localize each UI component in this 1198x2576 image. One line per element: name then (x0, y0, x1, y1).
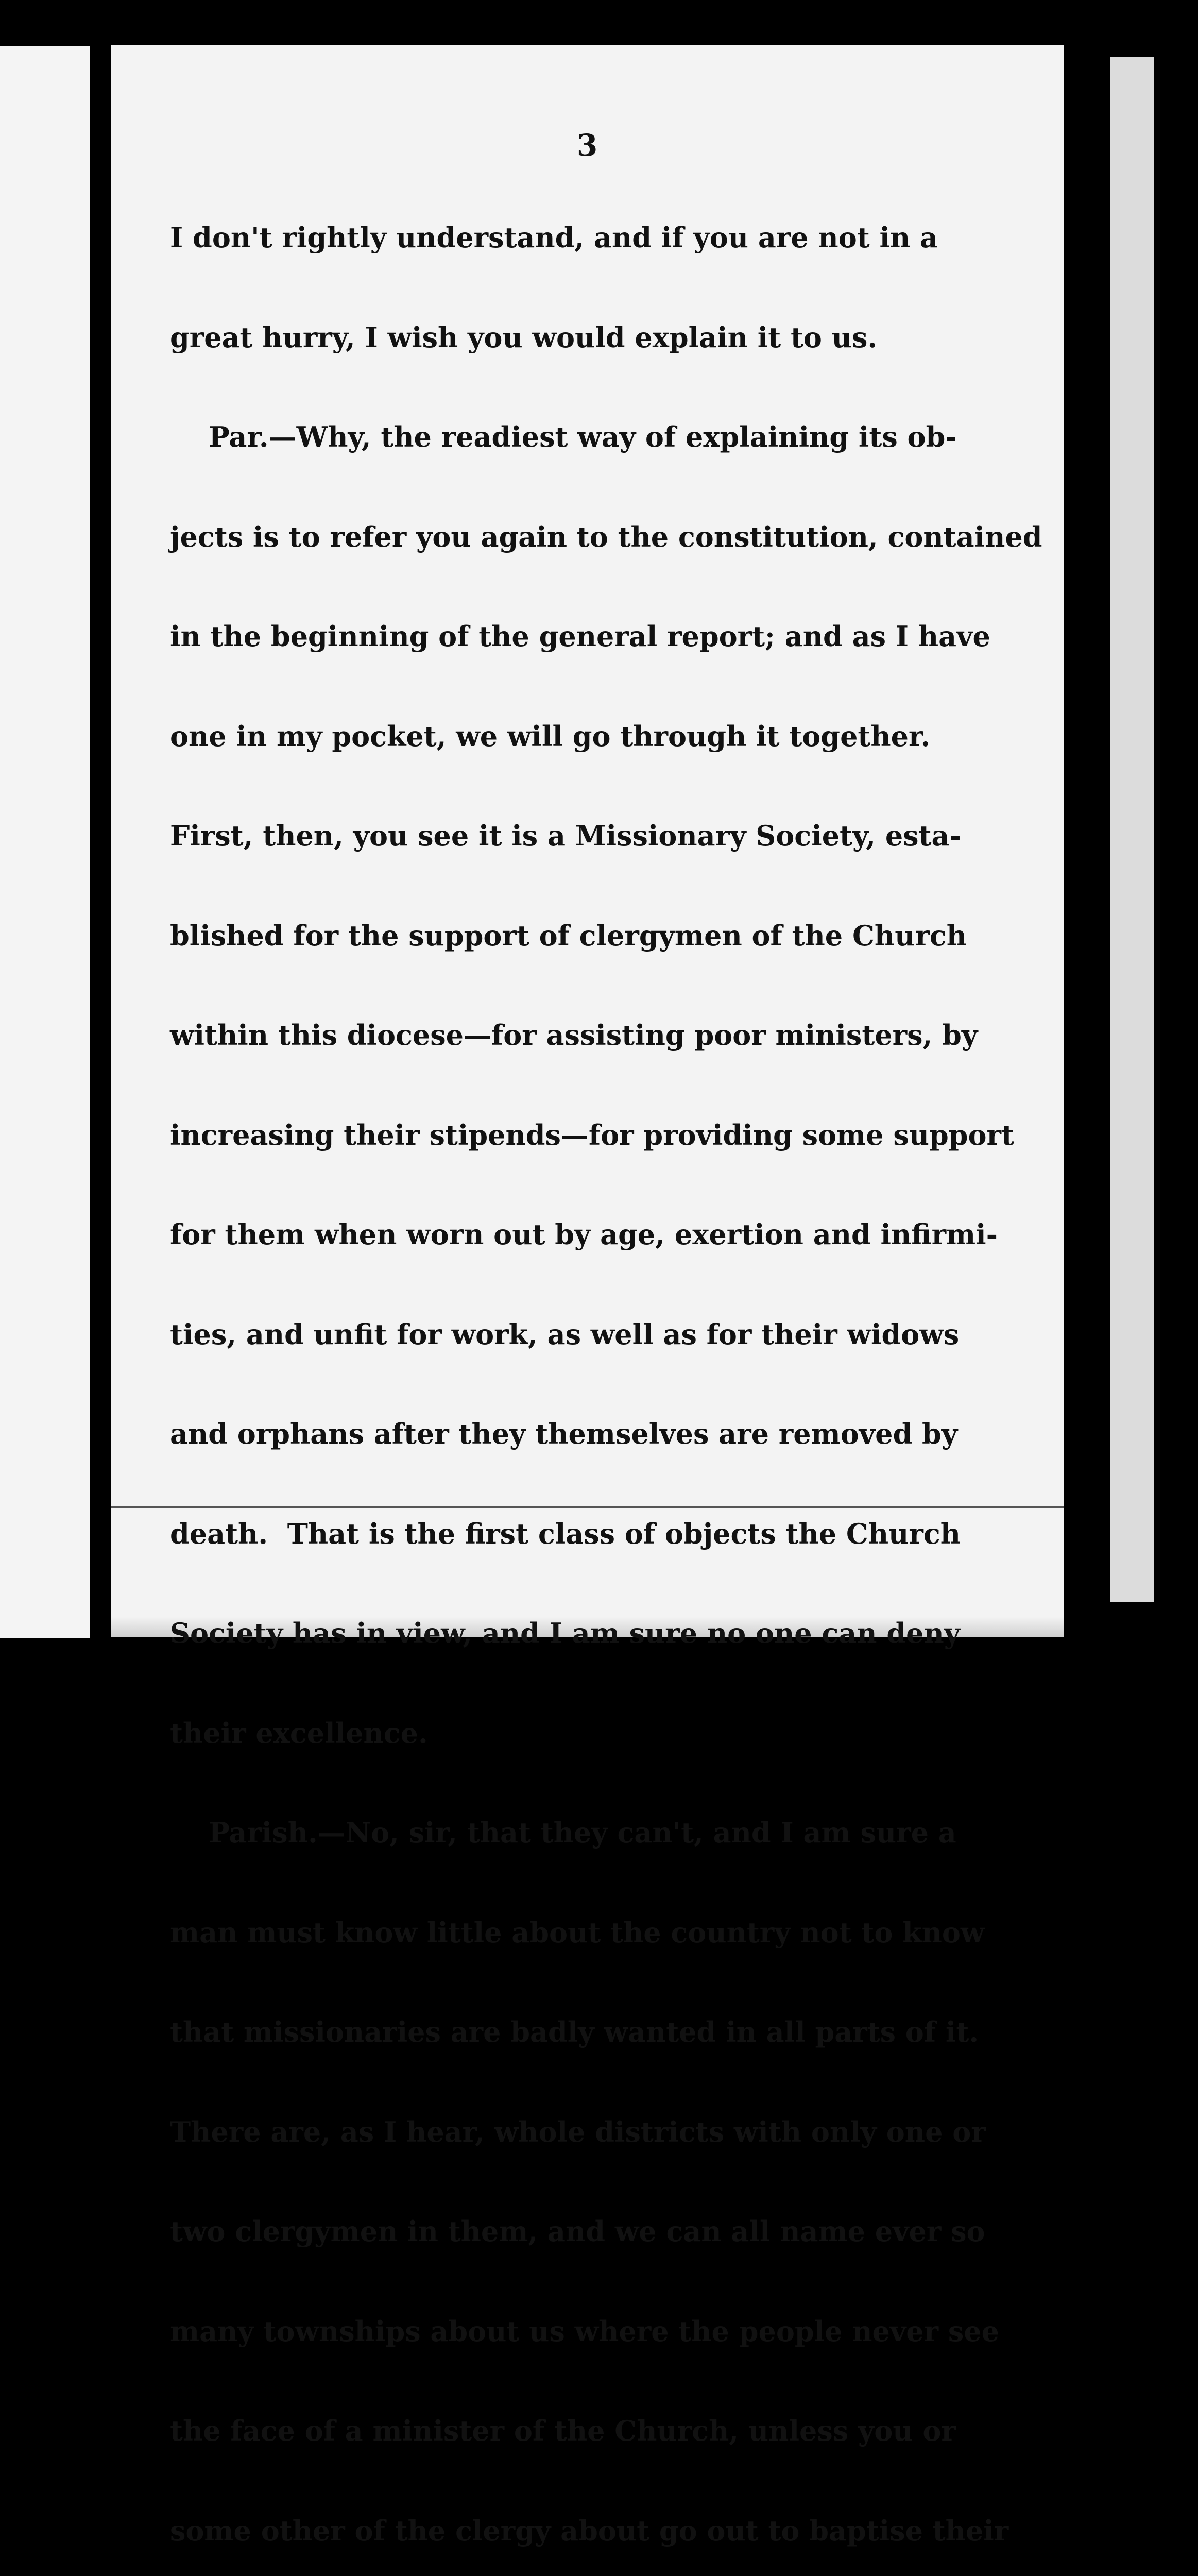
text-line: man must know little about the country not to know (170, 1916, 985, 1949)
page-number: 3 (576, 128, 598, 163)
text-line: in the beginning of the general report; and as I have (170, 620, 990, 653)
text-line: First, then, you see it is a Missionary Society, esta- (170, 819, 961, 852)
body-text (170, 155, 1042, 2576)
text-line: within this diocese—for assisting poor ministers, by (170, 1019, 978, 1052)
text-line: ties, and unfit for work, as well as for their widows (170, 1317, 960, 1351)
text-line: that missionaries are badly wanted in all parts of it. (170, 2015, 979, 2048)
facing-page-edge (0, 46, 90, 1638)
text-line: increasing their stipends—for providing some support (170, 1118, 1014, 1151)
text-line: Par.—Why, the readiest way of explaining its ob- (170, 420, 957, 453)
text-line: and orphans after they themselves are removed by (170, 1417, 958, 1450)
text-line: jects is to refer you again to the constitution, contained (170, 520, 1042, 553)
text-line: blished for the support of clergymen of the Church (170, 919, 967, 952)
text-line: one in my pocket, we will go through it together. (170, 719, 931, 753)
text-line: their excellence. (170, 1716, 428, 1750)
text-line: for them when worn out by age, exertion and infirmi- (170, 1218, 998, 1251)
book-fore-edge (1110, 57, 1154, 1602)
text-line: some other of the clergy about go out to baptise their (170, 2514, 1009, 2547)
text-line: Parish.—No, sir, that they can't, and I am sure a (170, 1816, 956, 1849)
text-line: There are, as I hear, whole districts with only one or (170, 2115, 986, 2148)
text-line: two clergymen in them, and we can all name ever so (170, 2215, 985, 2248)
text-line: Society has in view, and I am sure no one can deny (170, 1617, 961, 1650)
text-line: great hurry, I wish you would explain it to us. (170, 320, 878, 354)
text-line: many townships about us where the people never see (170, 2314, 999, 2348)
text-line: I don't rightly understand, and if you are not in a (170, 221, 938, 254)
text-line: the face of a minister of the Church, unless you or (170, 2414, 956, 2447)
text-line: death. That is the first class of objects the Church (170, 1517, 961, 1550)
